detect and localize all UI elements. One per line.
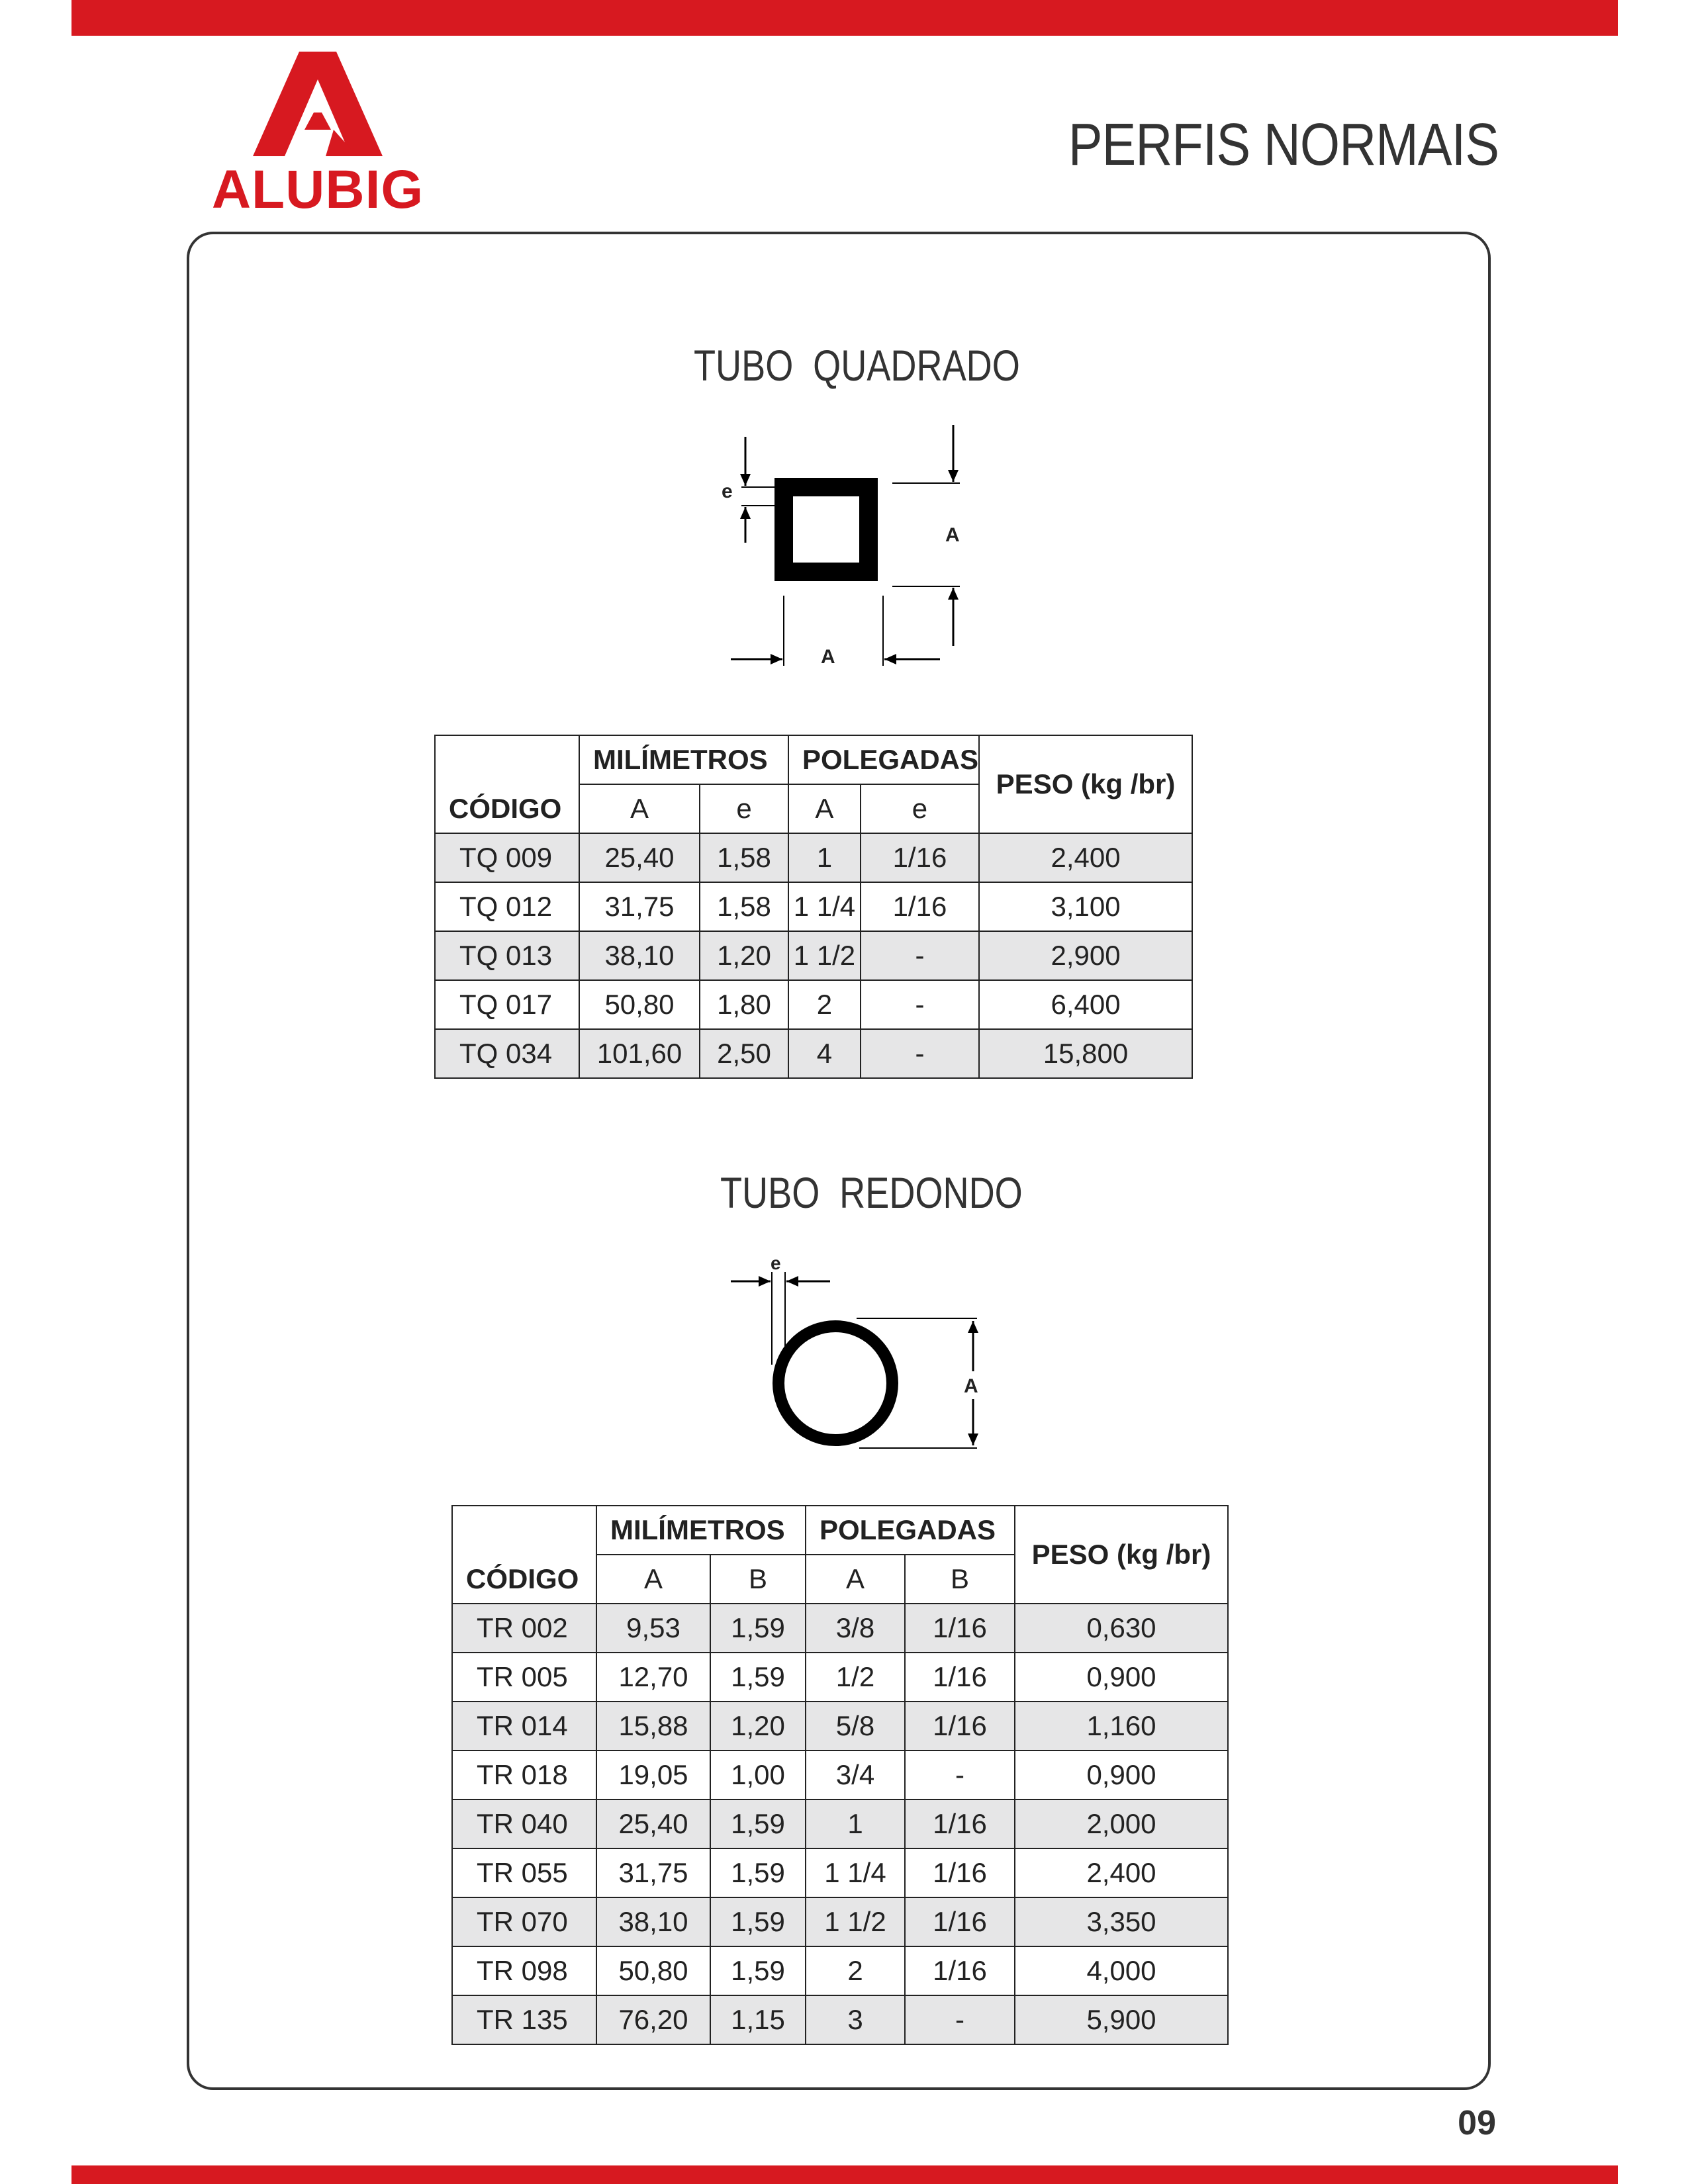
cell-codigo: TR 005: [452, 1653, 596, 1702]
cell-mm-a: 50,80: [596, 1946, 710, 1995]
cell-mm-a: 9,53: [596, 1604, 710, 1653]
table-row: [452, 1604, 1228, 1653]
cell-pol-b: -: [905, 1751, 1015, 1799]
cell-pol-b: 1/16: [905, 1946, 1015, 1995]
cell-peso: 2,000: [1015, 1799, 1228, 1848]
cell-peso: 4,000: [1015, 1946, 1228, 1995]
cell-pol-a: 4: [788, 1029, 861, 1078]
cell-mm-e: 1,58: [700, 833, 788, 882]
cell-mm-b: 1,59: [710, 1653, 806, 1702]
cell-mm-e: 1,20: [700, 931, 788, 980]
header-codigo: CÓDIGO: [452, 1506, 596, 1604]
table-row: [452, 1799, 1228, 1848]
header-pol-a: A: [806, 1555, 905, 1604]
cell-codigo: TR 040: [452, 1799, 596, 1848]
table-row: [452, 1995, 1228, 2044]
cell-pol-b: 1/16: [905, 1653, 1015, 1702]
page-title: PERFIS NORMAIS: [1068, 112, 1499, 178]
cell-mm-a: 31,75: [579, 882, 700, 931]
cell-peso: 3,350: [1015, 1897, 1228, 1946]
cell-mm-a: 12,70: [596, 1653, 710, 1702]
cell-codigo: TR 002: [452, 1604, 596, 1653]
label-a-side: A: [945, 524, 960, 546]
cell-mm-b: 1,59: [710, 1799, 806, 1848]
bottom-red-bar: [71, 2165, 1618, 2184]
table-row: [435, 931, 1192, 980]
cell-mm-e: 1,80: [700, 980, 788, 1029]
cell-pol-a: 1/2: [806, 1653, 905, 1702]
cell-pol-e: -: [861, 931, 979, 980]
cell-peso: 6,400: [979, 980, 1192, 1029]
header-milimetros: MILÍMETROS: [579, 735, 788, 784]
header-pol-a: A: [788, 784, 861, 833]
cell-peso: 0,900: [1015, 1653, 1228, 1702]
label-a-bottom: A: [821, 646, 835, 668]
cell-pol-e: -: [861, 1029, 979, 1078]
cell-codigo: TR 014: [452, 1702, 596, 1751]
brand-name: ALUBIG: [211, 159, 424, 220]
page-number: 09: [1458, 2104, 1496, 2142]
cell-mm-a: 31,75: [596, 1848, 710, 1897]
table-row: [435, 1029, 1192, 1078]
cell-codigo: TR 055: [452, 1848, 596, 1897]
cell-peso: 1,160: [1015, 1702, 1228, 1751]
table-row: [452, 1897, 1228, 1946]
cell-peso: 5,900: [1015, 1995, 1228, 2044]
cell-mm-b: 1,15: [710, 1995, 806, 2044]
brand-logo: [205, 52, 430, 220]
cell-mm-a: 19,05: [596, 1751, 710, 1799]
cell-pol-a: 2: [788, 980, 861, 1029]
arrow-left-icon: [884, 654, 896, 664]
table-row: [435, 833, 1192, 882]
table-row: [452, 1653, 1228, 1702]
square-tube-diagram: [715, 417, 993, 668]
cell-peso: 2,900: [979, 931, 1192, 980]
cell-peso: 15,800: [979, 1029, 1192, 1078]
cell-codigo: TR 018: [452, 1751, 596, 1799]
arrow-up-icon: [948, 588, 959, 600]
cell-peso: 0,900: [1015, 1751, 1228, 1799]
table-tubo-redondo: [451, 1505, 1229, 2045]
cell-mm-e: 1,58: [700, 882, 788, 931]
cell-pol-e: 1/16: [861, 882, 979, 931]
table-row: [435, 882, 1192, 931]
cell-pol-a: 1 1/2: [788, 931, 861, 980]
header-pol-e: e: [861, 784, 979, 833]
header-mm-e: e: [700, 784, 788, 833]
cell-peso: 2,400: [1015, 1848, 1228, 1897]
header-pol-b: B: [905, 1555, 1015, 1604]
cell-pol-a: 1: [788, 833, 861, 882]
cell-pol-a: 2: [806, 1946, 905, 1995]
cell-mm-a: 15,88: [596, 1702, 710, 1751]
cell-mm-a: 25,40: [579, 833, 700, 882]
arrow-down-icon: [740, 474, 751, 486]
cell-codigo: TQ 034: [435, 1029, 579, 1078]
table-row: [452, 1946, 1228, 1995]
top-red-bar: [71, 0, 1618, 36]
cell-pol-a: 5/8: [806, 1702, 905, 1751]
cell-pol-e: 1/16: [861, 833, 979, 882]
cell-pol-b: 1/16: [905, 1848, 1015, 1897]
label-e: e: [771, 1253, 781, 1273]
cell-peso: 0,630: [1015, 1604, 1228, 1653]
table-row: [452, 1848, 1228, 1897]
table-row: [452, 1751, 1228, 1799]
cell-codigo: TQ 013: [435, 931, 579, 980]
table-tubo-quadrado: [434, 735, 1193, 1079]
header-mm-a: A: [596, 1555, 710, 1604]
cell-mm-b: 1,59: [710, 1946, 806, 1995]
cell-mm-b: 1,59: [710, 1604, 806, 1653]
cell-peso: 2,400: [979, 833, 1192, 882]
cell-peso: 3,100: [979, 882, 1192, 931]
header-polegadas: POLEGADAS: [788, 735, 979, 784]
cell-codigo: TR 098: [452, 1946, 596, 1995]
cell-pol-b: 1/16: [905, 1799, 1015, 1848]
cell-pol-b: 1/16: [905, 1702, 1015, 1751]
cell-mm-a: 38,10: [579, 931, 700, 980]
header-peso: PESO (kg /br): [979, 735, 1192, 833]
cell-mm-b: 1,00: [710, 1751, 806, 1799]
cell-pol-a: 3/8: [806, 1604, 905, 1653]
cell-mm-a: 38,10: [596, 1897, 710, 1946]
cell-pol-e: -: [861, 980, 979, 1029]
round-tube-diagram: [722, 1252, 1000, 1457]
label-a: A: [964, 1375, 978, 1397]
cell-mm-a: 50,80: [579, 980, 700, 1029]
arrow-up-icon: [740, 507, 751, 519]
header-mm-b: B: [710, 1555, 806, 1604]
cell-mm-a: 76,20: [596, 1995, 710, 2044]
cell-mm-b: 1,20: [710, 1702, 806, 1751]
arrow-right-icon: [759, 1276, 771, 1287]
round-tube-shape: [778, 1326, 892, 1440]
cell-mm-b: 1,59: [710, 1848, 806, 1897]
section-title-redondo: TUBO REDONDO: [720, 1168, 1023, 1217]
section-title-quadrado: TUBO QUADRADO: [694, 341, 1020, 390]
table-row: [435, 980, 1192, 1029]
header-mm-a: A: [579, 784, 700, 833]
header-peso: PESO (kg /br): [1015, 1506, 1228, 1604]
arrow-down-icon: [968, 1433, 978, 1445]
cell-pol-a: 3/4: [806, 1751, 905, 1799]
cell-codigo: TQ 012: [435, 882, 579, 931]
arrow-up-icon: [968, 1321, 978, 1333]
cell-codigo: TQ 017: [435, 980, 579, 1029]
cell-pol-a: 1 1/4: [788, 882, 861, 931]
cell-pol-a: 1 1/4: [806, 1848, 905, 1897]
arrow-left-icon: [786, 1276, 798, 1287]
cell-mm-e: 2,50: [700, 1029, 788, 1078]
cell-mm-a: 101,60: [579, 1029, 700, 1078]
header-milimetros: MILÍMETROS: [596, 1506, 806, 1555]
cell-codigo: TR 135: [452, 1995, 596, 2044]
cell-mm-a: 25,40: [596, 1799, 710, 1848]
square-tube-shape: [784, 487, 868, 572]
header-polegadas: POLEGADAS: [806, 1506, 1015, 1555]
cell-codigo: TQ 009: [435, 833, 579, 882]
table-row: [452, 1702, 1228, 1751]
cell-pol-b: 1/16: [905, 1604, 1015, 1653]
cell-pol-b: 1/16: [905, 1897, 1015, 1946]
arrow-right-icon: [771, 654, 782, 664]
cell-mm-b: 1,59: [710, 1897, 806, 1946]
cell-codigo: TR 070: [452, 1897, 596, 1946]
header-codigo: CÓDIGO: [435, 735, 579, 833]
cell-pol-a: 3: [806, 1995, 905, 2044]
arrow-down-icon: [948, 470, 959, 482]
logo-a-icon: [253, 52, 383, 156]
cell-pol-a: 1: [806, 1799, 905, 1848]
label-e: e: [722, 480, 733, 502]
cell-pol-a: 1 1/2: [806, 1897, 905, 1946]
cell-pol-b: -: [905, 1995, 1015, 2044]
